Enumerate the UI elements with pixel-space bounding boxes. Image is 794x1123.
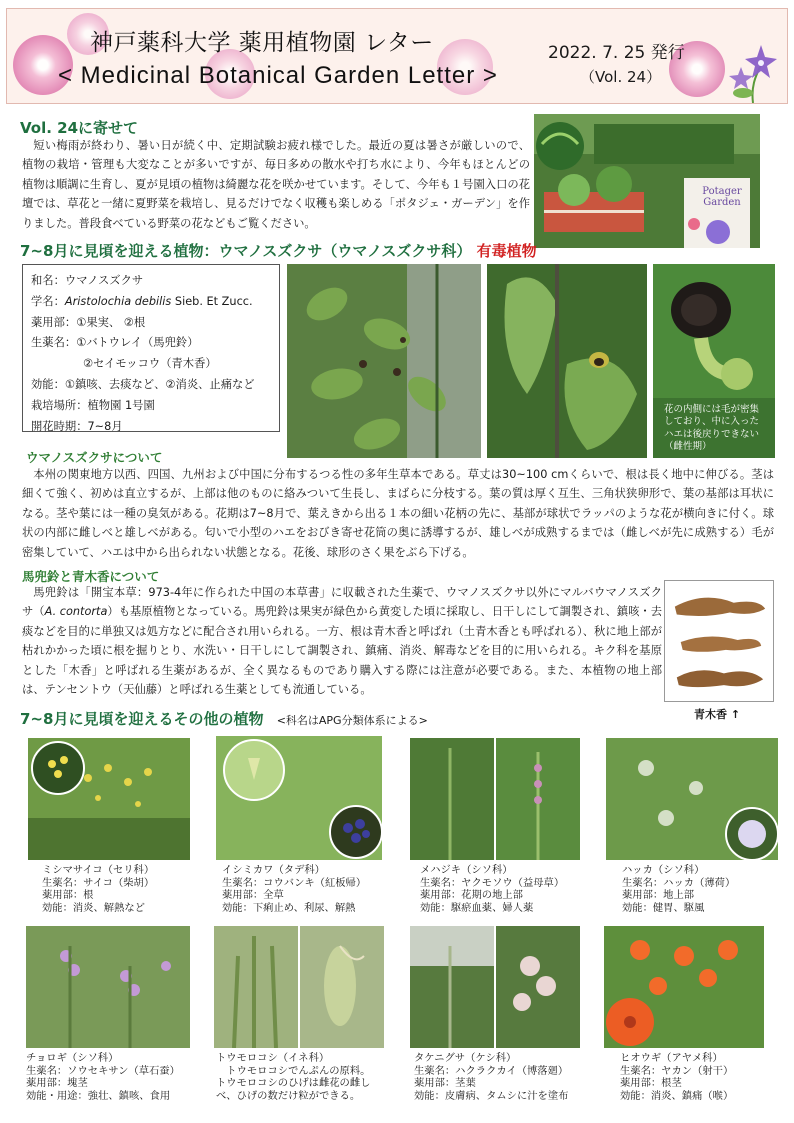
plant-card-takenigusa [414,1052,568,1102]
plant-name: ヒオウギ（アヤメ科） [620,1052,723,1064]
plant-line: 薬用部：根 [42,889,94,902]
plant-line: 生薬名：コウバンキ（紅板帰） [222,876,367,889]
umanosuzukusa-vine-photo [287,264,481,458]
plant-line: トウモロコシのひげは雌花の雌し [216,1077,371,1090]
info-sci-italic: Aristolochia debilis [64,294,172,308]
potager-garden-photo [534,114,760,248]
takenigusa-photo [410,926,580,1048]
crude-text-b: ）も基原植物となっている。馬兜鈴は果実が緑色から黄変した頃に採取し、日干しにして調製され、鎮咳・去痰などを目的に単独又は処方などに配合され用いられる。一方、根は青木香と呼ばれ（土青木香とも呼ばれる）、秋に地上部が枯れかかった頃に根を掘りとり、水洗い・日干しにして調製され、鎮痛、消炎、解毒などを目的に用いられる。キク科を基原とした「木香」と呼ばれる生薬があるが、全く異なるものであり購入する際には注意が必要である。また、本植物の地上部は、テンセントウ（天仙藤）と呼ばれる生薬としても流通している。 [22,605,662,697]
bellflower-icon [723,37,785,103]
root-caption: 青木香 ↑ [694,708,741,721]
plant-line: 生薬名：ハクラクカイ（博落廻） [414,1064,569,1077]
info-name: 和名：ウマノスズクサ [31,274,144,287]
plant-card-chorogi [26,1052,180,1102]
crude-heading: 馬兜鈴と青木香について [22,569,160,584]
plant-card-hiougi [620,1052,733,1102]
plant-line: 生薬名：ヤクモソウ（益母草） [420,876,565,889]
plant-line: 効能：消炎、解熱など [42,901,145,914]
potager-sign-label: Potager Garden [702,186,742,208]
plant-line: 薬用部：根茎 [620,1077,682,1090]
mishimasaiko-photo [28,738,190,860]
chorogi-photo [26,926,190,1048]
plant-name: メハジキ（シソ科） [420,864,513,876]
feature-heading [20,240,537,261]
info-drug1: 生薬名：①バトウレイ（馬兜鈴） [31,336,199,350]
plant-name: チョロギ（シソ科） [26,1052,119,1064]
tomorokoshi-photo [214,926,384,1048]
mehajiki-photo [410,738,580,860]
plant-line: 効能：駆瘀血薬、婦人薬 [420,901,534,914]
info-season: 開花時期：7~8月 [31,419,123,433]
info-effect: 効能：①鎮咳、去痰など、②消炎、止痛など [31,377,255,391]
letter-title-en: < Medicinal Botanical Garden Letter > [58,62,498,89]
plant-line: 薬用部：全草 [222,889,284,902]
info-drug2: ②セイモッコウ（青木香） [82,357,217,371]
plant-line: 効能：皮膚病、タムシに汁を塗布 [414,1089,569,1102]
plant-line: 効能：消炎、鎮痛（喉） [620,1089,734,1102]
intro-text: 短い梅雨が終わり、暑い日が続く中、定期試験お疲れ様でした。最近の夏は暑さが厳しいので、植物の栽培・管理も大変なことが多いですが、毎日多めの散水や打ち水により、今年もほとんどの植物は順調に生育し、夏が見頃の植物は綺麗な花を咲かせています。そして、今年も１号園入口の花壇では、草花と一緒に夏野菜を栽培し、見るだけでなく収穫も楽しめる「ポタジェ・ガーデン」を作りました。普段食べている野菜の花などもご覧ください。 [22,139,530,230]
info-part: 薬用部：①果実、 ②根 [31,315,146,329]
crude-text-italic: A. contorta [44,605,108,619]
plant-line: 生薬名：サイコ（柴胡） [42,876,155,889]
issue-date: 2022. 7. 25 発行 [548,43,685,63]
letter-title-jp: 神戸薬科大学 薬用植物園 レター [90,30,434,56]
about-text: 本州の関東地方以西、四国、九州および中国に分布するつる性の多年生草本である。草丈は30~100 cmくらいで、根は長く地中に伸びる。茎は細くて強く、初めは直立するが、上部は他のものに絡みついて生長し、まばらに分枝する。葉の質は厚く互生、三角状狭卵形で、葉の基部は耳状になる。茎や葉には一種の臭気がある。花期は7~8月で、葉えきから出る１本の細い花柄の先に、基部が球状でラッパのような花が横向きに付く。球状の内部に雌しべと雄しべがある。匂いで小型のハエをおびき寄せ花筒の奥に誘導するが、雄しべが成熟するまでは（雌しべが先に成熟する）毛が密集していて、ハエは中から出られない状態となる。花後、球形のさく果をぶら下げる。 [22,468,774,559]
info-place: 栽培場所：植物園 1号園 [31,398,155,412]
others-heading [20,708,428,729]
info-sci-author: Sieb. Et Zucc. [171,294,253,308]
plant-line: 薬用部：塊茎 [26,1077,88,1090]
crude-text [22,583,662,699]
ishimikawa-photo [216,736,382,860]
plant-card-hakka [622,864,735,914]
plant-line: トウモロコシでんぷんの原料。 [226,1064,371,1077]
feature-heading-main: 7~8月に見頃を迎える植物：ウマノスズクサ（ウマノスズクサ科） [20,242,472,260]
plant-line: 薬用部：地上部 [622,889,695,902]
about-heading: ウマノスズクサについて [26,450,163,465]
others-heading-note: <科名はAPG分類体系による> [276,714,428,727]
intro-heading: Vol. 24に寄せて [20,119,139,137]
info-sci-prefix: 学名： [31,294,65,308]
seimokko-root-photo [664,580,774,702]
plant-name: タケニグサ（ケシ科） [414,1052,517,1064]
plant-line: 効能・用途：強壮、鎮咳、食用 [26,1089,171,1102]
plant-card-tomorokoshi [216,1052,370,1102]
plant-name: トウモロコシ（イネ科） [216,1052,330,1064]
plant-card-mehajiki [420,864,564,914]
plant-line: べ、ひげの数だけ粒ができる。 [216,1089,361,1102]
plant-card-mishimasaiko [42,864,154,914]
plant-line: 薬用部：茎葉 [414,1077,476,1090]
issue-volume: （Vol. 24） [580,68,662,86]
flower-photo-caption: 花の内側には毛が密集しており、中に入ったハエは後戻りできない（雌性期） [664,404,760,453]
hiougi-photo [604,926,764,1048]
plant-line: 効能：健胃、駆風 [622,901,705,914]
umanosuzukusa-leaf-photo [487,264,647,458]
plant-name: イシミカワ（タデ科） [222,864,325,876]
toxic-label: 有毒植物 [476,242,537,260]
crude-text-a: 馬兜鈴は「開宝本草：973-4年に作られた中国の本草書」に収載された生薬で、ウマノスズクサ以外にマルバウマノスズクサ（ [22,586,662,619]
plant-line: 薬用部：花期の地上部 [420,889,523,902]
plant-line: 生薬名：ヤカン（射干） [620,1064,734,1077]
plant-card-ishimikawa [222,864,366,914]
plant-line: 生薬名：ソウセキサン（草石蚕） [26,1064,180,1077]
plant-line: 生薬名：ハッカ（薄荷） [622,876,736,889]
info-scientific-name [31,292,271,313]
others-heading-text: 7~8月に見頃を迎えるその他の植物 [20,710,264,728]
plant-name: ハッカ（シソ科） [622,864,705,876]
plant-line: 効能：下痢止め、利尿、解熱 [222,901,356,914]
plant-info-box [22,264,280,432]
hakka-photo [606,738,778,860]
plant-name: ミシマサイコ（セリ科） [42,864,155,876]
